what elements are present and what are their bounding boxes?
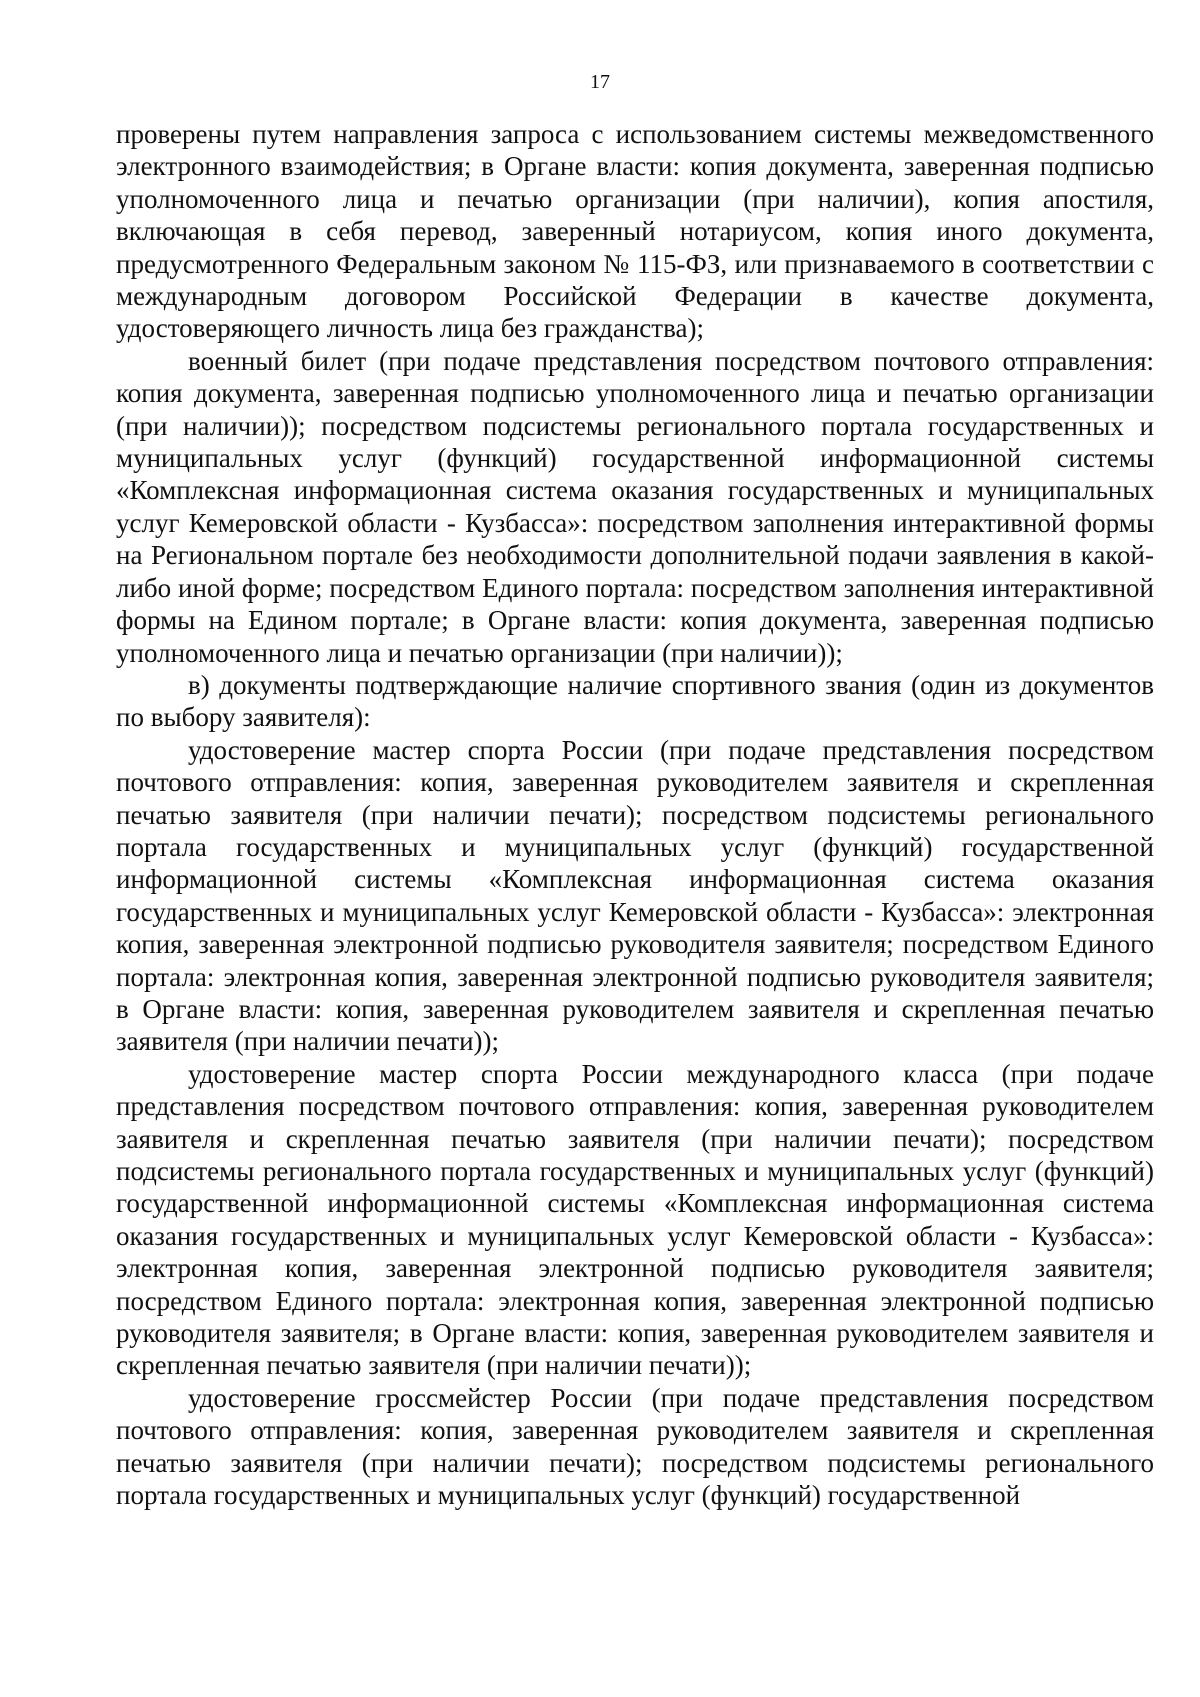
document-body bbox=[116, 118, 1154, 1511]
paragraph-military-id: военный билет (при подаче представления посредством почтового отправления: копия документа, заверенная подписью уполномоченного лица и печатью организации (при наличии)); посредством подсистемы регионального портала государственных и муниципальных услуг (функций) государственной информационной системы «Комплексная информационная система оказания государственных и муниципальных услуг Кемеровской области - Кузбасса»: посредством заполнения интерактивной формы на Региональном портале без необходимости дополнительной подачи заявления в какой-либо иной форме; посредством Единого портала: посредством заполнения интерактивной формы на Едином портале; в Органе власти: копия документа, заверенная подписью уполномоченного лица и печатью организации (при наличии)); bbox=[116, 345, 1154, 668]
page-number: 17 bbox=[590, 71, 610, 93]
paragraph-master-of-sport-international: удостоверение мастер спорта России международного класса (при подаче представления посредством почтового отправления: копия, заверенная руководителем заявителя и скрепленная печатью заявителя (при наличии печати); посредством подсистемы регионального портала государственных и муниципальных услуг (функций) государственной информационной системы «Комплексная информационная система оказания государственных и муниципальных услуг Кемеровской области - Кузбасса»: электронная копия, заверенная электронной подписью руководителя заявителя; посредством Единого портала: электронная копия, заверенная электронной подписью руководителя заявителя; в Органе власти: копия, заверенная руководителем заявителя и скрепленная печатью заявителя (при наличии печати)); bbox=[116, 1058, 1154, 1381]
paragraph-item-v: в) документы подтверждающие наличие спортивного звания (один из документов по выбору заявителя): bbox=[116, 669, 1154, 733]
paragraph-grandmaster: удостоверение гроссмейстер России (при подаче представления посредством почтового отправления: копия, заверенная руководителем заявителя и скрепленная печатью заявителя (при наличии печати); посредством подсистемы регионального портала государственных и муниципальных услуг (функций) государственной bbox=[116, 1382, 1154, 1511]
paragraph-continuation: проверены путем направления запроса с использованием системы межведомственного электронного взаимодействия; в Органе власти: копия документа, заверенная подписью уполномоченного лица и печатью организации (при наличии), копия апостиля, включающая в себя перевод, заверенный нотариусом, копия иного документа, предусмотренного Федеральным законом № 115-ФЗ, или признаваемого в соответствии с международным договором Российской Федерации в качестве документа, удостоверяющего личность лица без гражданства); bbox=[116, 119, 1154, 344]
paragraph-master-of-sport: удостоверение мастер спорта России (при подаче представления посредством почтового отправления: копия, заверенная руководителем заявителя и скрепленная печатью заявителя (при наличии печати); посредством подсистемы регионального портала государственных и муниципальных услуг (функций) государственной информационной системы «Комплексная информационная система оказания государственных и муниципальных услуг Кемеровской области - Кузбасса»: электронная копия, заверенная электронной подписью руководителя заявителя; посредством Единого портала: электронная копия, заверенная электронной подписью руководителя заявителя; в Органе власти: копия, заверенная руководителем заявителя и скрепленная печатью заявителя (при наличии печати)); bbox=[116, 734, 1154, 1057]
